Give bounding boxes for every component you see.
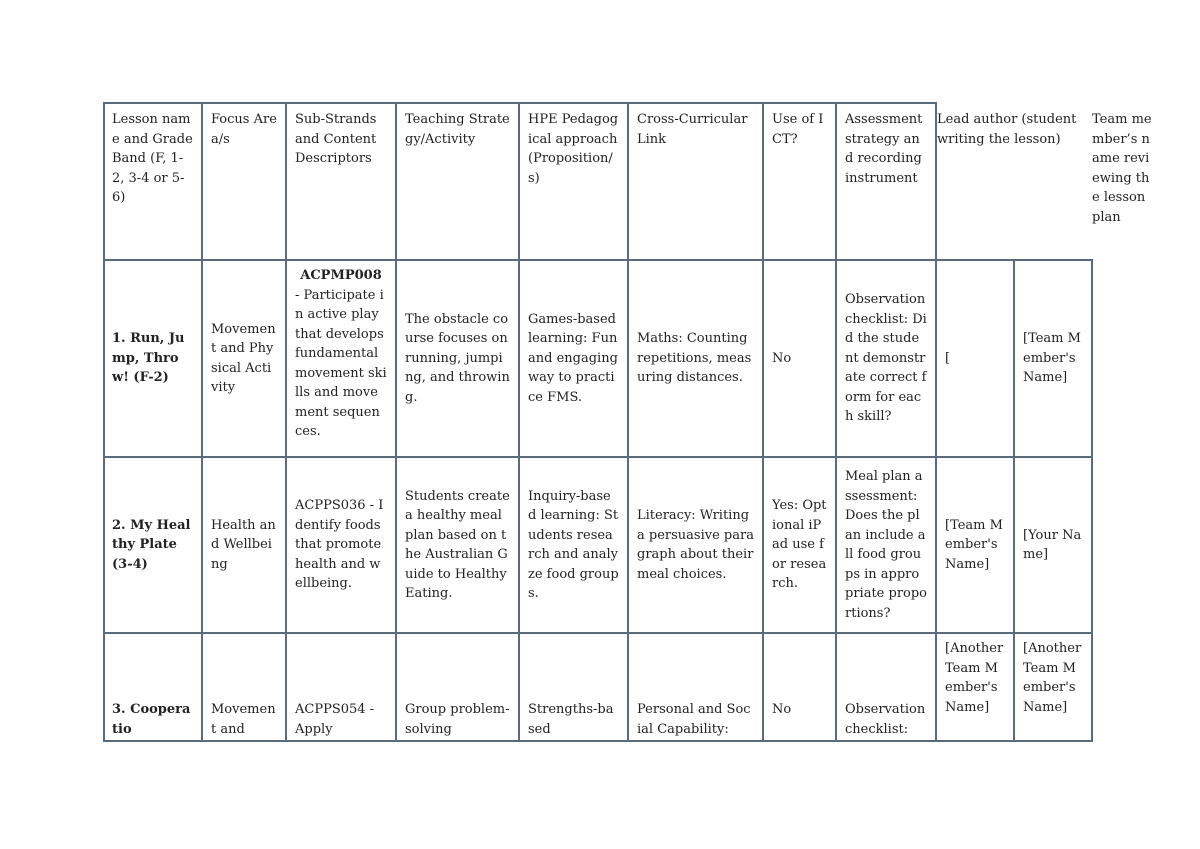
table-bottom-border [103, 740, 1093, 742]
header-cross: Cross-Curricular Link [637, 112, 748, 147]
header-ict: Use of ICT? [772, 112, 824, 147]
row2-strategy: Students create a healthy meal plan based on the Australian Guide to Healthy Eating. [405, 488, 510, 601]
column-divider [1091, 259, 1093, 742]
row2-focus: Health and Wellbeing [211, 517, 276, 572]
row1-focus: Movement and Physical Activity [211, 321, 276, 395]
row3-assessment: Observation checklist: [845, 702, 926, 737]
row1-ict: No [772, 350, 792, 366]
header-assessment: Assessment strategy and recording instrument [845, 112, 923, 186]
row3-hpe: Strengths-based [528, 702, 614, 737]
content-descriptor-code: ACPMP008 [300, 268, 382, 283]
row3-lesson: 3. Cooperatio [112, 702, 191, 737]
row3-cross: Personal and Social Capability: [637, 702, 751, 737]
row1-hpe: Games-based learning: Fun and engaging way to practice FMS. [528, 311, 618, 405]
row3-focus: Movement and [211, 702, 276, 737]
row2-lead: [Team Member's Name] [945, 517, 1003, 572]
row2-team: [Your Name] [1023, 527, 1082, 562]
row2-assessment: Meal plan assessment: Does the plan include all food groups in appropriate proportions? [845, 469, 928, 621]
row2-lesson: 2. My Healthy Plate (3-4) [112, 517, 191, 572]
row2-substrands: ACPPS036 - Identify foods that promote health and wellbeing. [295, 498, 384, 592]
header-focus: Focus Area/s [211, 112, 277, 147]
header-substrands: Sub-Strands and Content Descriptors [295, 112, 377, 166]
row2-hpe: Inquiry-based learning: Students research and analyze food groups. [528, 488, 619, 601]
row3-strategy: Group problem-solving [405, 702, 510, 737]
row1-lesson: 1. Run, Jump, Throw! (F-2) [112, 331, 185, 386]
row1-strategy: The obstacle course focuses on running, jumping, and throwing. [405, 311, 510, 405]
header-lesson: Lesson name and Grade Band (F, 1-2, 3-4 or 5-6) [112, 112, 193, 205]
row3-substrands: ACPPS054 - Apply [295, 702, 375, 737]
row1-assessment: Observation checklist: Did the student demonstrate correct form for each skill? [845, 292, 927, 425]
row1-lead: [ [945, 350, 951, 366]
header-lead: Lead author (student writing the lesson) [937, 112, 1077, 147]
row1-cross: Maths: Counting repetitions, measuring distances. [637, 331, 752, 386]
row3-ict: No [772, 702, 792, 717]
row1-substrands: ACPMP008 - Participate in active play that develops fundamental movement skills and movement sequences. [295, 268, 387, 439]
header-hpe: HPE Pedagogical approach (Proposition/s) [528, 112, 619, 186]
header-team: Team member’s name reviewing the lesson plan [1092, 112, 1152, 225]
row3-lead: [Another Team Member's Name] [945, 641, 1004, 715]
row1-team: [Team Member's Name] [1023, 331, 1081, 386]
header-strategy: Teaching Strategy/Activity [405, 112, 510, 147]
row2-cross: Literacy: Writing a persuasive paragraph about their meal choices. [637, 508, 754, 582]
row2-ict: Yes: Optional iPad use for research. [772, 498, 827, 592]
row3-team: [Another Team Member's Name] [1023, 641, 1082, 715]
